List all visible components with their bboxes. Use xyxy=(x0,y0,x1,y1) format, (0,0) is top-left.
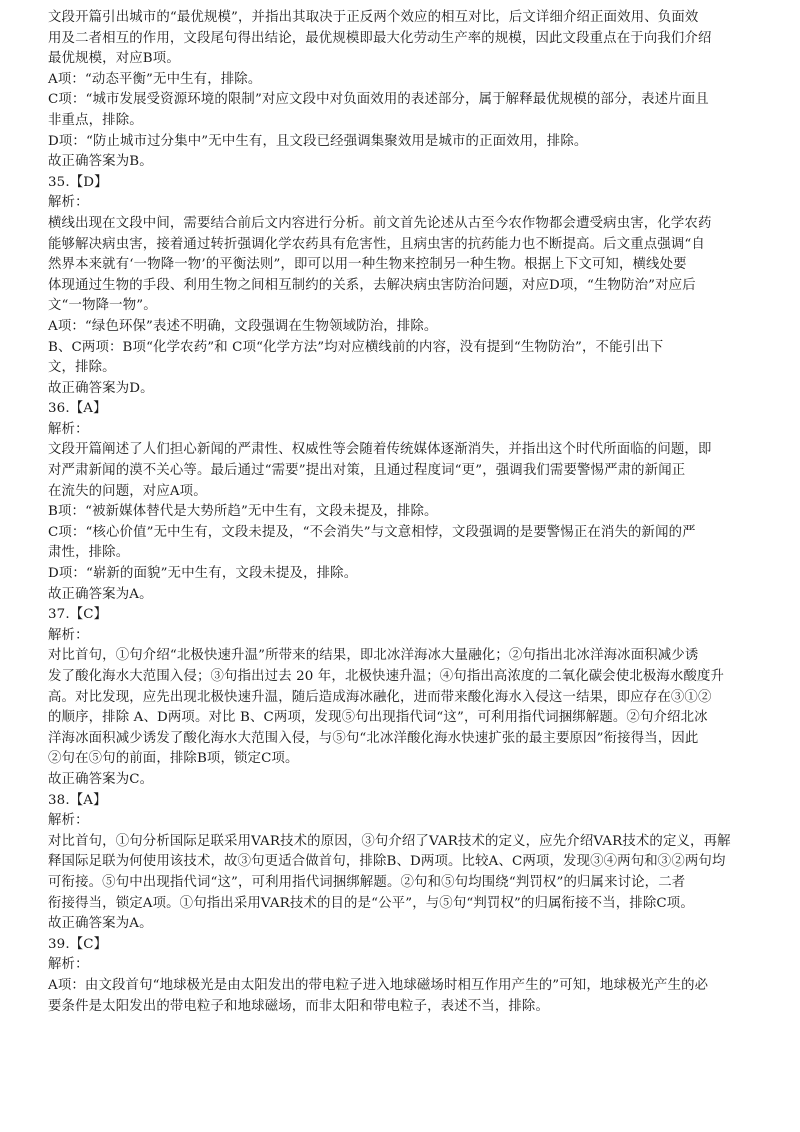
text-line: B、C两项：B项“化学农药”和 C项“化学方法”均对应横线前的内容，没有提到“生物防治”，不能引出下 xyxy=(48,339,664,355)
text-line: 要条件是太阳发出的带电粒子和地球磁场，而非太阳和带电粒子，表述不当，排除。 xyxy=(48,998,550,1014)
text-line: 对比首句，①句分析国际足联采用VAR技术的原因，③句介绍了VAR技术的定义，应先介绍VAR技术的定义，再解 xyxy=(48,833,731,849)
text-line: 释国际足联为何使用该技术，故③句更适合做首句，排除B、D两项。比较A、C两项，发现③④两句和③②两句均 xyxy=(48,854,726,870)
text-line: 文段开篇阐述了人们担心新闻的严肃性、权威性等会随着传统媒体逐渐消失，并指出这个时代所面临的问题，即 xyxy=(48,442,712,458)
text-line: C项：“城市发展受资源环境的限制”对应文段中对负面效用的表述部分，属于解释最优规模的部分，表述片面且 xyxy=(48,92,709,108)
text-line: 对严肃新闻的漠不关心等。最后通过“需要”提出对策，且通过程度词“更”，强调我们需要警惕严肃的新闻正 xyxy=(48,463,686,479)
text-line: 高。对比发现，应先出现北极快速升温，随后造成海冰融化，进而带来酸化海水入侵这一结果，即应存在③①② xyxy=(48,689,712,705)
text-line: A项：“绿色环保”表述不明确，文段强调在生物领域防治，排除。 xyxy=(48,318,438,334)
text-line: 体现通过生物的手段、利用生物之间相互制约的关系，去解决病虫害防治问题，对应D项，“生物防治”对应后 xyxy=(48,277,696,293)
text-line: 非重点，排除。 xyxy=(48,112,143,128)
text-line: 解析： xyxy=(48,421,89,437)
text-line: 文“一物降一物”。 xyxy=(48,298,157,314)
text-line: 洋海冰面积减少诱发了酸化海水大范围入侵，与⑤句“北冰洋酸化海水快速扩张的最主要原因”衔接得当，因此 xyxy=(48,730,699,746)
text-line: 用及二者相互的作用，文段尾句得出结论，最优规模即最大化劳动生产率的规模，因此文段重点在于向我们介绍 xyxy=(48,30,712,46)
text-line: 解析： xyxy=(48,813,89,829)
text-line: 解析： xyxy=(48,195,89,211)
text-line: A项：“动态平衡”无中生有，排除。 xyxy=(48,71,262,87)
text-line: 然界本来就有‘一物降一物’的平衡法则”，即可以用一种生物来控制另一种生物。根据上下文可知，横线处要 xyxy=(48,257,687,273)
text-line: 衔接得当，锁定A项。①句指出采用VAR技术的目的是“公平”，与⑤句“判罚权”的归属衔接不当，排除C项。 xyxy=(48,895,694,911)
text-line: B项：“被新媒体替代是大势所趋”无中生有，文段未提及，排除。 xyxy=(48,504,438,520)
text-line: 故正确答案为A。 xyxy=(48,586,153,602)
text-line: 横线出现在文段中间，需要结合前后文内容进行分析。前文首先论述从古至今农作物都会遭受病虫害，化学农药 xyxy=(48,215,712,231)
text-line: 故正确答案为A。 xyxy=(48,916,153,932)
text-line: 38.【A】 xyxy=(48,792,107,808)
document-page xyxy=(48,8,760,1017)
text-line: C项：“核心价值”无中生有，文段未提及，“不会消失”与文意相悖，文段强调的是要警惕正在消失的新闻的严 xyxy=(48,524,696,540)
text-line: 35.【D】 xyxy=(48,174,108,190)
text-line: 最优规模，对应B项。 xyxy=(48,51,180,67)
text-line: 对比首句，①句介绍“北极快速升温”所带来的结果，即北冰洋海冰大量融化；②句指出北冰洋海冰面积减少诱 xyxy=(48,648,699,664)
text-line: 故正确答案为C。 xyxy=(48,771,154,787)
text-line: 解析： xyxy=(48,627,89,643)
text-line: 的顺序，排除 A、D两项。对比 B、C两项，发现⑤句出现指代词“这”，可利用指代词捆绑解题。②句介绍北冰 xyxy=(48,710,708,726)
text-line: 37.【C】 xyxy=(48,607,108,623)
text-line: ②句在⑤句的前面，排除B项，锁定C项。 xyxy=(48,751,299,767)
text-line: 解析： xyxy=(48,957,89,973)
text-line: 发了酸化海水大范围入侵；③句指出过去 20 年，北极快速升温；④句指出高浓度的二氧化碳会使北极海水酸度升 xyxy=(48,669,725,684)
text-line: D项：“崭新的面貌”无中生有，文段未提及，排除。 xyxy=(48,566,358,582)
text-line: 故正确答案为B。 xyxy=(48,154,153,170)
text-line: 文段开篇引出城市的“最优规模”，并指出其取决于正反两个效应的相互对比，后文详细介绍正面效用、负面效 xyxy=(48,10,699,25)
text-line: 可衔接。⑤句中出现指代词“这”，可利用指代词捆绑解题。②句和⑤句均围绕“判罚权”的归属来讨论，二者 xyxy=(48,874,686,890)
text-line: 故正确答案为D。 xyxy=(48,380,154,396)
text-line: D项：“防止城市过分集中”无中生有，且文段已经强调集聚效用是城市的正面效用，排除。 xyxy=(48,133,588,149)
text-line: A项：由文段首句“地球极光是由太阳发出的带电粒子进入地球磁场时相互作用产生的”可知，地球极光产生的必 xyxy=(48,977,709,993)
text-line: 39.【C】 xyxy=(48,936,108,952)
text-line: 肃性，排除。 xyxy=(48,545,130,561)
text-line: 36.【A】 xyxy=(48,401,107,417)
text-line: 能够解决病虫害，接着通过转折强调化学农药具有危害性，且病虫害的抗药能力也不断提高。后文重点强调“自 xyxy=(48,236,705,252)
text-line: 文，排除。 xyxy=(48,360,116,376)
text-line: 在流失的问题，对应A项。 xyxy=(48,483,207,499)
